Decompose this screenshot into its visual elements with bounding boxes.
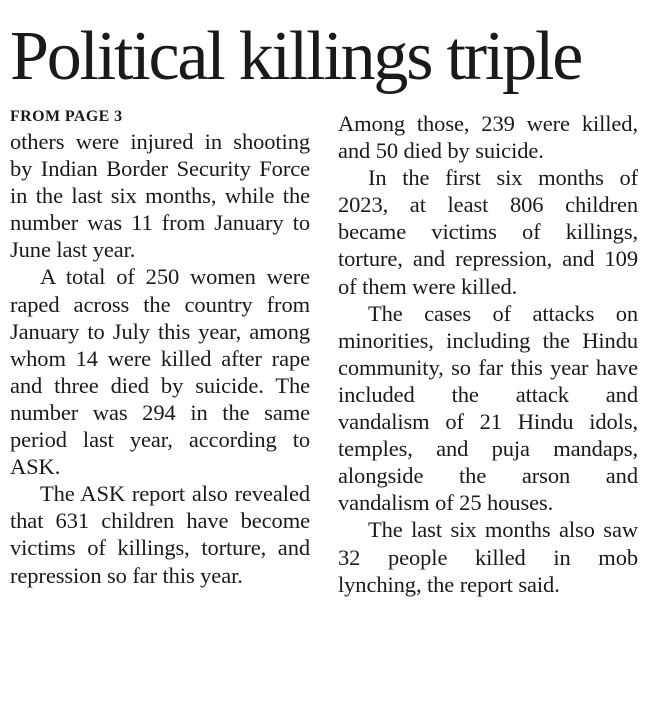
paragraph: In the first six months of 2023, at least 806 children became victims of killings, torture, and repression, and 109 of them were killed.: [338, 165, 638, 299]
article-column-right: [338, 110, 638, 598]
article-column-left: [10, 106, 310, 589]
paragraph: Among those, 239 were killed, and 50 died by suicide.: [338, 111, 638, 164]
paragraph: others were injured in shooting by Indian Border Security Force in the last six months, while the number was 11 from January to June last year.: [10, 129, 310, 263]
paragraph: A total of 250 women were raped across the country from January to July this year, among whom 14 were killed after rape and three died by suicide. The number was 294 in the same period last year, according to ASK.: [10, 264, 310, 480]
headline: Political killings triple: [10, 18, 582, 95]
continuation-kicker: FROM PAGE 3: [10, 108, 123, 125]
paragraph: The ASK report also revealed that 631 children have become victims of killings, torture, and repression so far this year.: [10, 481, 310, 588]
paragraph: The cases of attacks on minorities, including the Hindu community, so far this year have included the attack and vandalism of 21 Hindu idols, temples, and puja mandaps, alongside the arson and vandalism of 25 houses.: [338, 300, 638, 516]
paragraph: The last six months also saw 32 people killed in mob lynching, the report said.: [338, 517, 638, 597]
